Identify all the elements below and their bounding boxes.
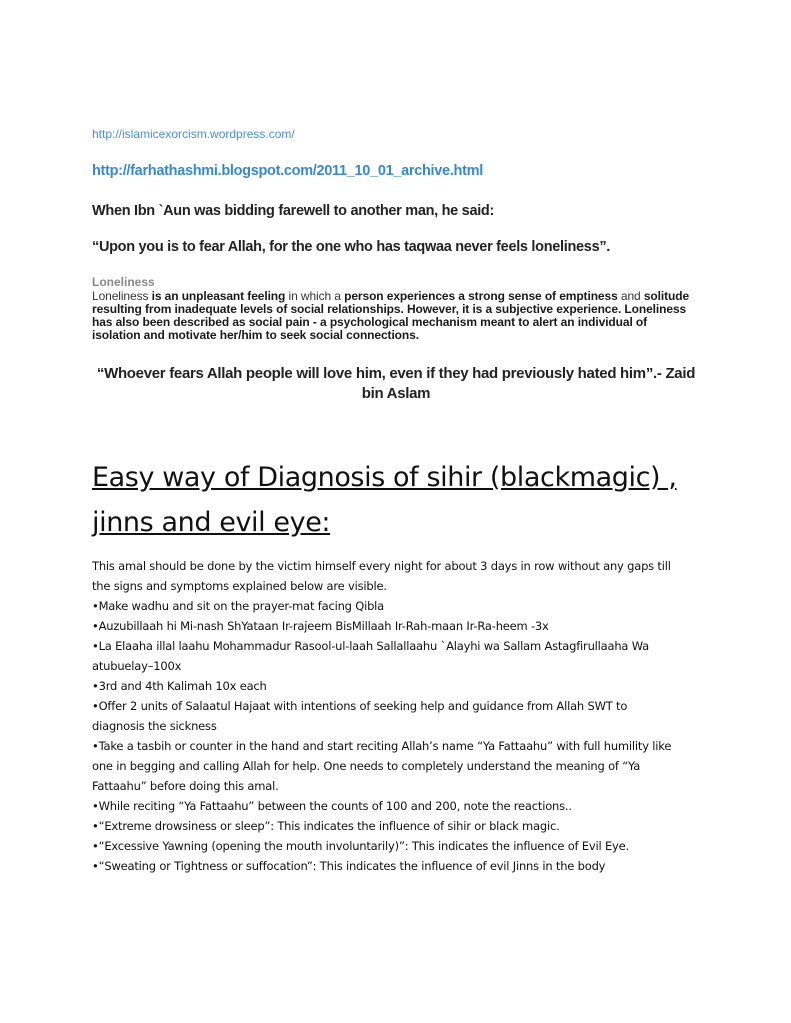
loneliness-definition [92, 290, 692, 342]
list-item: •Take a tasbih or counter in the hand and start reciting Allah’s name “Ya Fattaahu” with full humility like [92, 739, 672, 753]
body-line: This amal should be done by the victim himself every night for about 3 days in row without any gaps till [92, 559, 671, 573]
subjective-term: subjective [495, 302, 553, 316]
taqwaa-quote: “Upon you is to fear Allah, for the one who has taqwaa never feels loneliness”. [92, 239, 611, 255]
body-line: the signs and symptoms explained below are visible. [92, 579, 387, 593]
quote-line: “Whoever fears Allah people will love him, even if they had previously hated him”.- Zaid [96, 365, 696, 382]
list-item-continued: one in begging and calling Allah for help. One needs to completely understand the meaning of “Ya [92, 759, 641, 773]
list-item: •“Excessive Yawning (opening the mouth involuntarily)”: This indicates the influence of Evil Eye. [92, 839, 629, 853]
list-item: •“Sweating or Tightness or suffocation”: This indicates the influence of evil Jinns in the body [92, 859, 606, 873]
list-item: •La Elaaha illal laahu Mohammadur Rasool-ul-laah Sallallaahu `Alayhi wa Sallam Astagfirullaaha Wa [92, 639, 650, 653]
list-item-continued: Fattaahu” before doing this amal. [92, 779, 279, 793]
quote-author: bin Aslam [361, 385, 431, 402]
solitude-term: solitude [643, 289, 690, 303]
intro-line: When Ibn `Aun was bidding farewell to another man, he said: [92, 203, 495, 219]
definition-text: in which a [285, 289, 345, 303]
list-item: •Auzubillaah hi Mi-nash ShYataan Ir-rajeem BisMillaah Ir-Rah-maan Ir-Ra-heem -3x [92, 619, 549, 633]
list-item: •Make wadhu and sit on the prayer-mat facing Qibla [92, 599, 385, 613]
person-term: person [344, 289, 384, 303]
list-item: •While reciting “Ya Fattaahu” between the counts of 100 and 200, note the reactions.. [92, 799, 572, 813]
title-line: Easy way of Diagnosis of sihir (blackmagic) , [92, 462, 677, 493]
title-line: jinns and evil eye: [92, 507, 331, 538]
definition-text: and [617, 289, 644, 303]
loneliness-term: Loneliness [92, 289, 149, 303]
definition-text: - a psychological mechanism meant to alert an individual of isolation and motivate her/him to seek social connections. [92, 315, 648, 342]
list-item-continued: atubuelay–100x [92, 659, 182, 673]
list-item: •Offer 2 units of Salaatul Hajaat with intentions of seeking help and guidance from Allah SWT to [92, 699, 628, 713]
emptiness-term: emptiness [559, 289, 618, 303]
definition-text: experience. Loneliness has also been described as [92, 302, 687, 329]
loneliness-heading: Loneliness [92, 275, 155, 289]
social-pain-term: social pain [248, 315, 310, 329]
blogspot-link[interactable]: http://farhathashmi.blogspot.com/2011_10_01_archive.html [92, 163, 483, 179]
definition-text: experiences a strong sense of [383, 289, 560, 303]
wordpress-link[interactable]: http://islamicexorcism.wordpress.com/ [92, 127, 295, 141]
page-title [92, 455, 712, 545]
list-item: •3rd and 4th Kalimah 10x each [92, 679, 267, 693]
list-item-continued: diagnosis the sickness [92, 719, 217, 733]
definition-text: is an unpleasant [148, 289, 248, 303]
list-item: •“Extreme drowsiness or sleep”: This indicates the influence of sihir or black magic. [92, 819, 560, 833]
instructions-body [92, 556, 702, 876]
definition-text: resulting from inadequate levels of social relationships. However, it is a [92, 302, 496, 316]
feeling-term: feeling [247, 289, 286, 303]
zaid-quote [92, 364, 700, 404]
